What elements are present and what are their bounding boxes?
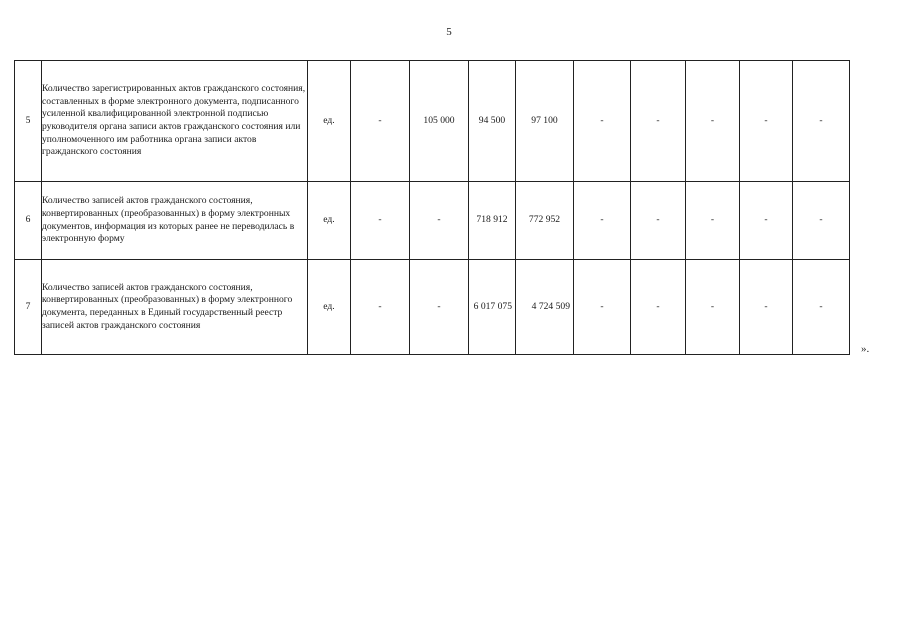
row-number: 7 bbox=[15, 260, 42, 355]
table-row bbox=[15, 61, 850, 182]
unit-cell: ед. bbox=[308, 260, 351, 355]
value-cell: - bbox=[351, 182, 410, 260]
value-cell: - bbox=[410, 182, 469, 260]
value-cell: - bbox=[740, 61, 793, 182]
value-cell: - bbox=[740, 260, 793, 355]
indicator-name: Количество зарегистрированных актов гражданского состояния, составленных в форме электронного документа, подписанного усиленной квалифицированной электронной подписью руководителя органа записи актов гражданского состояния или уполномоченного им работника органа записи актов гражданского состояния bbox=[42, 61, 308, 182]
value-cell: - bbox=[574, 61, 631, 182]
row-number: 6 bbox=[15, 182, 42, 260]
page-number: 5 bbox=[446, 26, 452, 38]
value-cell: - bbox=[740, 182, 793, 260]
value-cell: - bbox=[574, 260, 631, 355]
value-cell: 718 912 bbox=[469, 182, 516, 260]
value-cell: - bbox=[686, 260, 740, 355]
value-cell: - bbox=[793, 260, 850, 355]
value-cell: - bbox=[410, 260, 469, 355]
value-cell: - bbox=[793, 182, 850, 260]
value-cell: - bbox=[631, 182, 686, 260]
value-cell: - bbox=[631, 260, 686, 355]
value-cell: 97 100 bbox=[516, 61, 574, 182]
value-cell: - bbox=[793, 61, 850, 182]
value-cell: 772 952 bbox=[516, 182, 574, 260]
indicator-name: Количество записей актов гражданского состояния, конвертированных (преобразованных) в форму электронных документов, информация из которых ранее не переводилась в электронную форму bbox=[42, 182, 308, 260]
table-row bbox=[15, 182, 850, 260]
table-row bbox=[15, 260, 850, 355]
indicators-table bbox=[14, 60, 850, 355]
value-cell: 105 000 bbox=[410, 61, 469, 182]
value-cell: - bbox=[351, 61, 410, 182]
value-cell: - bbox=[686, 61, 740, 182]
value-cell: 94 500 bbox=[469, 61, 516, 182]
closing-quote-mark: ». bbox=[861, 343, 870, 355]
unit-cell: ед. bbox=[308, 61, 351, 182]
unit-cell: ед. bbox=[308, 182, 351, 260]
indicator-name: Количество записей актов гражданского состояния, конвертированных (преобразованных) в форму электронного документа, переданных в Единый государственный реестр записей актов гражданского состояния bbox=[42, 260, 308, 355]
value-cell: - bbox=[686, 182, 740, 260]
value-cell: 4 724 509 bbox=[516, 260, 574, 355]
value-cell: - bbox=[351, 260, 410, 355]
value-cell: - bbox=[631, 61, 686, 182]
row-number: 5 bbox=[15, 61, 42, 182]
value-cell: - bbox=[574, 182, 631, 260]
value-cell: 6 017 075 bbox=[469, 260, 516, 355]
